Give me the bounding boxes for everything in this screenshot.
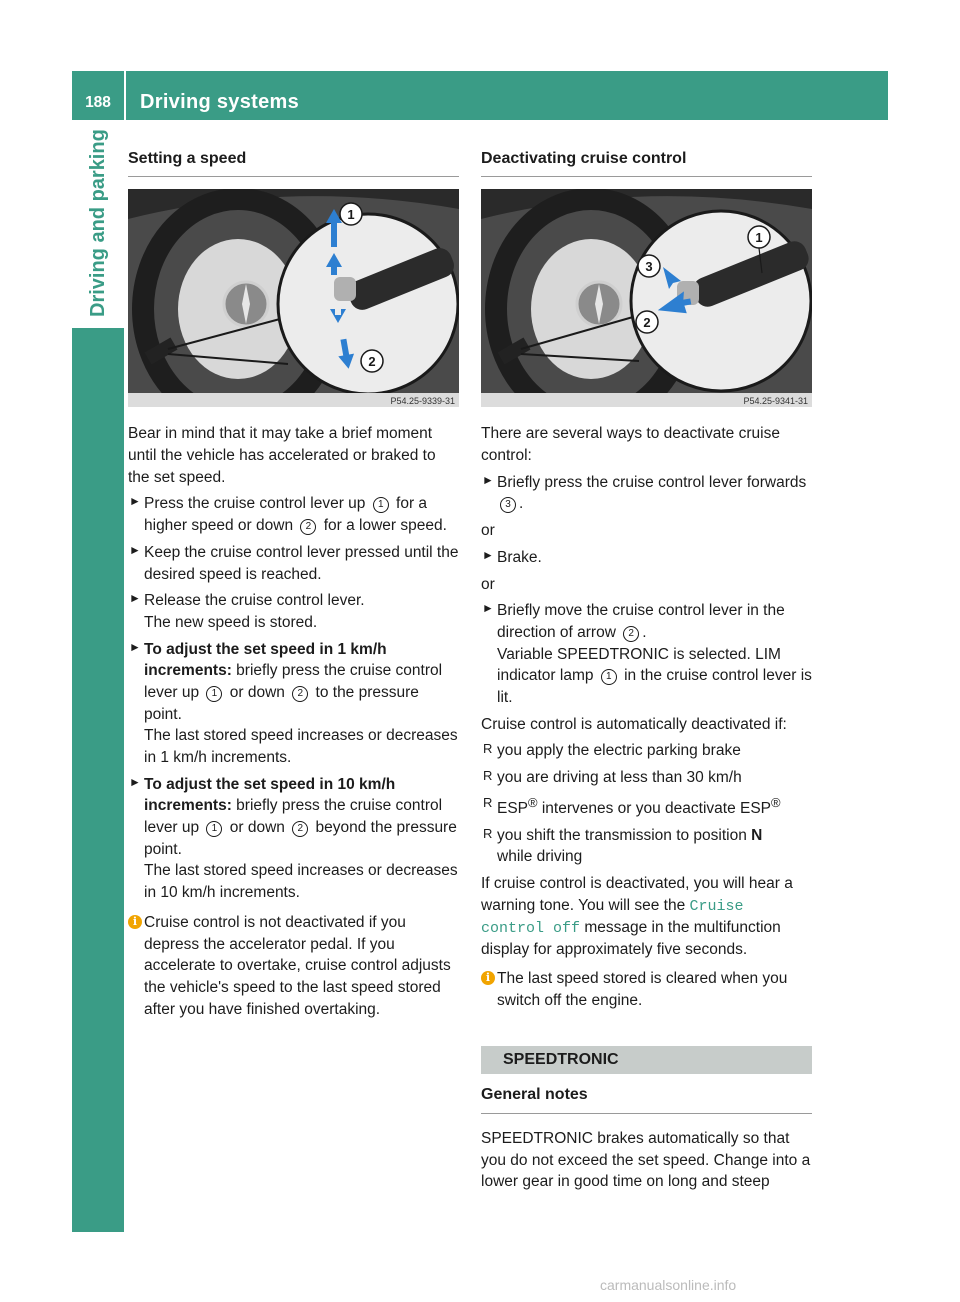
step-arrow-icon: ►	[482, 472, 494, 487]
step-arrow-icon: ►	[129, 639, 141, 654]
page-number: 188	[85, 94, 111, 111]
step-press-forwards: ► Briefly press the cruise control lever forwards 3 .	[482, 472, 807, 513]
step-arrow-icon: ►	[129, 774, 141, 789]
section-bar-speedtronic: SPEEDTRONIC	[481, 1046, 812, 1074]
step-brake: ► Brake.	[482, 547, 542, 566]
callout-1: 1	[206, 821, 222, 837]
speedtronic-notes: SPEEDTRONIC brakes automatically so that you do not exceed the set speed. Change into a lower gear in good time on long and steep	[481, 1130, 811, 1191]
bullet-icon: R	[483, 741, 493, 757]
figure-code: P54.25-9341-31	[743, 395, 808, 406]
intro-text: Bear in mind that it may take a brief moment until the vehicle has accelerated or braked to the set speed.	[128, 425, 436, 486]
or-text: or	[481, 522, 495, 540]
svg-text:3: 3	[645, 259, 653, 275]
info-note-accelerator: i Cruise control is not deactivated if you depress the accelerator pedal. If you accelerate to overtake, cruise control adjusts the vehicle's speed to the last speed stored after you have finished overtaking.	[128, 912, 459, 1020]
figure-setting-speed	[128, 189, 459, 407]
step-arrow-icon: ►	[129, 494, 141, 509]
callout-2: 2	[292, 686, 308, 702]
info-icon: i	[128, 915, 142, 929]
step-keep-pressed: ► Keep the cruise control lever pressed until the desired speed is reached.	[129, 542, 459, 583]
callout-2: 2	[300, 519, 316, 535]
callout-3: 3	[500, 497, 516, 513]
info-icon: i	[481, 971, 495, 985]
side-tab-block	[72, 328, 124, 1232]
step-arrow-icon: ►	[129, 542, 141, 557]
display-message: Cruise control off	[481, 897, 744, 937]
page-title: Driving systems	[140, 91, 300, 113]
side-tab-label: Driving and parking	[87, 129, 109, 317]
svg-text:1: 1	[755, 230, 763, 246]
bullet-shift-n: R you shift the transmission to position N while driving	[483, 825, 763, 866]
watermark: carmanualsonline.info	[600, 1277, 737, 1293]
auto-deactivate-intro: Cruise control is automatically deactivated if:	[481, 715, 787, 733]
right-column	[481, 148, 812, 1198]
bullet-icon: R	[483, 825, 493, 841]
step-press-lever: ► Press the cruise control lever up 1 for a higher speed or down 2 for a lower speed.	[129, 494, 447, 535]
callout-2: 2	[292, 821, 308, 837]
svg-text:2: 2	[368, 354, 376, 370]
bullet-esp: R ESP® intervenes or you deactivate ESP®	[483, 794, 781, 817]
section-heading-deactivating: Deactivating cruise control	[481, 148, 812, 177]
info-note-engine-off: i The last speed stored is cleared when you switch off the engine.	[481, 968, 812, 1011]
figure-deactivating	[481, 189, 812, 407]
warning-text: If cruise control is deactivated, you will hear a warning tone. You will see the Cruise control off message in the multifunction display for approximately five seconds.	[481, 874, 793, 958]
figure-code: P54.25-9339-31	[390, 395, 455, 406]
step-arrow-icon: ►	[482, 547, 494, 562]
step-adjust-10kmh: ► To adjust the set speed in 10 km/h increments: briefly press the cruise control lever up 1 or down 2 beyond the pressure point. The last stored speed increases or decreases in 10 km/h increments.	[129, 774, 458, 902]
callout-2: 2	[623, 626, 639, 642]
bullet-parking-brake: R you apply the electric parking brake	[483, 741, 741, 760]
callout-1: 1	[373, 497, 389, 513]
callout-1: 1	[601, 669, 617, 685]
step-adjust-1kmh: ► To adjust the set speed in 1 km/h increments: briefly press the cruise control lever up 1 or down 2 to the pressure point. The last stored speed increases or decreases in 1 km/h increments.	[129, 639, 458, 767]
step-arrow-icon: ►	[482, 601, 494, 616]
intro-text: There are several ways to deactivate cruise control:	[481, 425, 780, 465]
svg-text:2: 2	[643, 315, 651, 331]
section-heading-setting-speed: Setting a speed	[128, 148, 459, 177]
step-release: ► Release the cruise control lever. The new speed is stored.	[129, 591, 365, 631]
step-arrow-icon: ►	[129, 591, 141, 606]
or-text: or	[481, 575, 495, 593]
bullet-icon: R	[483, 794, 493, 810]
sub-heading-general-notes: General notes	[481, 1084, 812, 1114]
header-divider	[124, 71, 126, 120]
left-column	[128, 148, 459, 1025]
step-move-lever: ► Briefly move the cruise control lever in the direction of arrow 2 . Variable SPEEDTRONIC is selected. LIM indicator lamp 1 in the cruise control lever is lit.	[482, 601, 812, 706]
callout-1: 1	[206, 686, 222, 702]
bullet-icon: R	[483, 768, 493, 784]
bullet-speed: R you are driving at less than 30 km/h	[483, 768, 742, 787]
svg-text:1: 1	[347, 207, 355, 223]
